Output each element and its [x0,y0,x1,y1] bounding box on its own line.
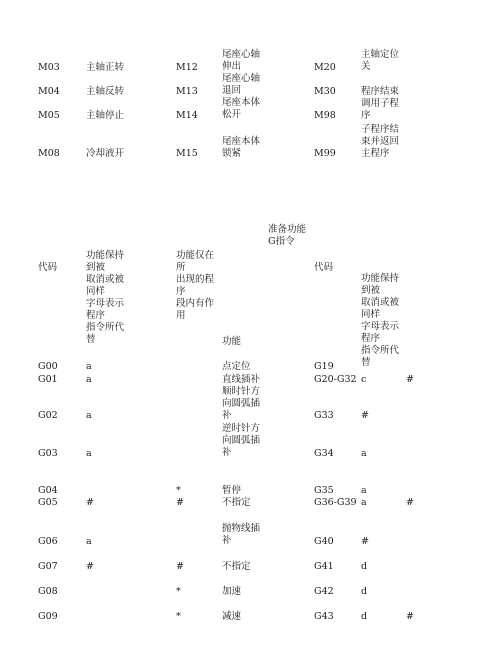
mcode-function: 尾座心轴 伸出 [222,49,261,72]
mcode-function: 主轴定位 关 [361,49,400,72]
mcode-code: M99 [314,148,336,159]
mcode-function: 冷却液开 [86,148,125,159]
header-function: 功能 [222,336,242,347]
gcode-code-2: G19 [314,361,334,372]
mcode-function: 调用子程 序 [361,98,400,121]
mcode-function: 程序结束 [361,86,400,97]
gcode-function: 暂停 [222,485,242,496]
gcode-oneshot: * [176,586,181,597]
gcode-code: G08 [38,586,58,597]
mcode-function: 尾座心轴 退回 [222,73,261,96]
mcode-function: 主轴正转 [86,62,125,73]
gcode-function: 逆时针方 向圆弧插 补 [222,423,261,458]
gcode-modal-2: # [361,410,369,421]
mcode-function: 主轴停止 [86,110,125,121]
mcode-function: 主轴反转 [86,86,125,97]
gcode-function: 减速 [222,611,242,622]
mcode-code: M20 [314,62,336,73]
gcode-code-2: G35 [314,485,334,496]
mcode-function: 尾座本体 锁紧 [222,136,261,159]
gcode-modal: a [86,410,92,421]
gcode-modal-2: a [361,497,367,508]
gcode-function: 直线插补 [222,374,261,385]
header-oneshot: 功能仅在 所 出现的程 序 段内有作 用 [176,250,215,321]
mcode-code: M13 [176,86,198,97]
gcode-section-title: 准备功能 G指令 [268,224,307,247]
mcode-code: M05 [38,110,60,121]
gcode-mark-2: # [406,374,414,385]
mcode-code: M98 [314,110,336,121]
mcode-code: M14 [176,110,198,121]
gcode-code-2: G43 [314,611,334,622]
mcode-code: M08 [38,148,60,159]
gcode-oneshot: * [176,485,181,496]
header-modal: 功能保持 到被 取消或被 同样 字母表示 程序 指令所代 替 [86,250,125,345]
gcode-code-2: G40 [314,536,334,547]
gcode-modal-2: c [361,374,367,385]
gcode-function: 抛物线插 补 [222,523,261,546]
gcode-code: G09 [38,611,58,622]
gcode-modal-2: d [361,611,368,622]
gcode-function: 不指定 [222,561,251,572]
gcode-code: G04 [38,485,58,496]
gcode-modal-2: a [361,448,367,459]
gcode-code: G07 [38,561,58,572]
gcode-modal-2: a [361,485,367,496]
gcode-modal-2: # [361,536,369,547]
mcode-function: 尾座本体 松开 [222,97,261,120]
mcode-code: M12 [176,62,198,73]
mcode-code: M04 [38,86,60,97]
mcode-code: M03 [38,62,60,73]
gcode-mark-2: # [406,497,414,508]
header-code-2: 代码 [314,262,334,273]
gcode-code: G02 [38,410,58,421]
gcode-function: 顺时针方 向圆弧插 补 [222,386,261,421]
gcode-modal: a [86,448,92,459]
gcode-modal-2: d [361,561,368,572]
gcode-oneshot: # [176,561,184,572]
gcode-code: G00 [38,361,58,372]
gcode-modal: # [86,497,94,508]
gcode-code-2: G42 [314,586,334,597]
gcode-code-2: G33 [314,410,334,421]
gcode-modal: a [86,536,92,547]
gcode-code-2: G41 [314,561,334,572]
header-code: 代码 [38,262,58,273]
gcode-code: G05 [38,497,58,508]
gcode-function: 加速 [222,586,242,597]
gcode-function: 不指定 [222,497,251,508]
gcode-modal-2: d [361,586,368,597]
gcode-mark-2: # [406,611,414,622]
mcode-code: M15 [176,148,198,159]
gcode-oneshot: # [176,497,184,508]
gcode-code: G03 [38,448,58,459]
gcode-oneshot: * [176,611,181,622]
gcode-code-2: G36-G39 [314,497,357,508]
gcode-modal: a [86,374,92,385]
gcode-modal: # [86,561,94,572]
gcode-code: G01 [38,374,58,385]
mcode-code: M30 [314,86,336,97]
gcode-code: G06 [38,536,58,547]
header-modal-2: 功能保持 到被 取消或被 同样 字母表示 程序 指令所代 替 [361,273,400,368]
mcode-function: 子程序结 束并返回 主程序 [361,124,400,159]
gcode-code-2: G34 [314,448,334,459]
gcode-function: 点定位 [222,361,251,372]
gcode-code-2: G20-G32 [314,374,357,385]
gcode-modal: a [86,361,92,372]
